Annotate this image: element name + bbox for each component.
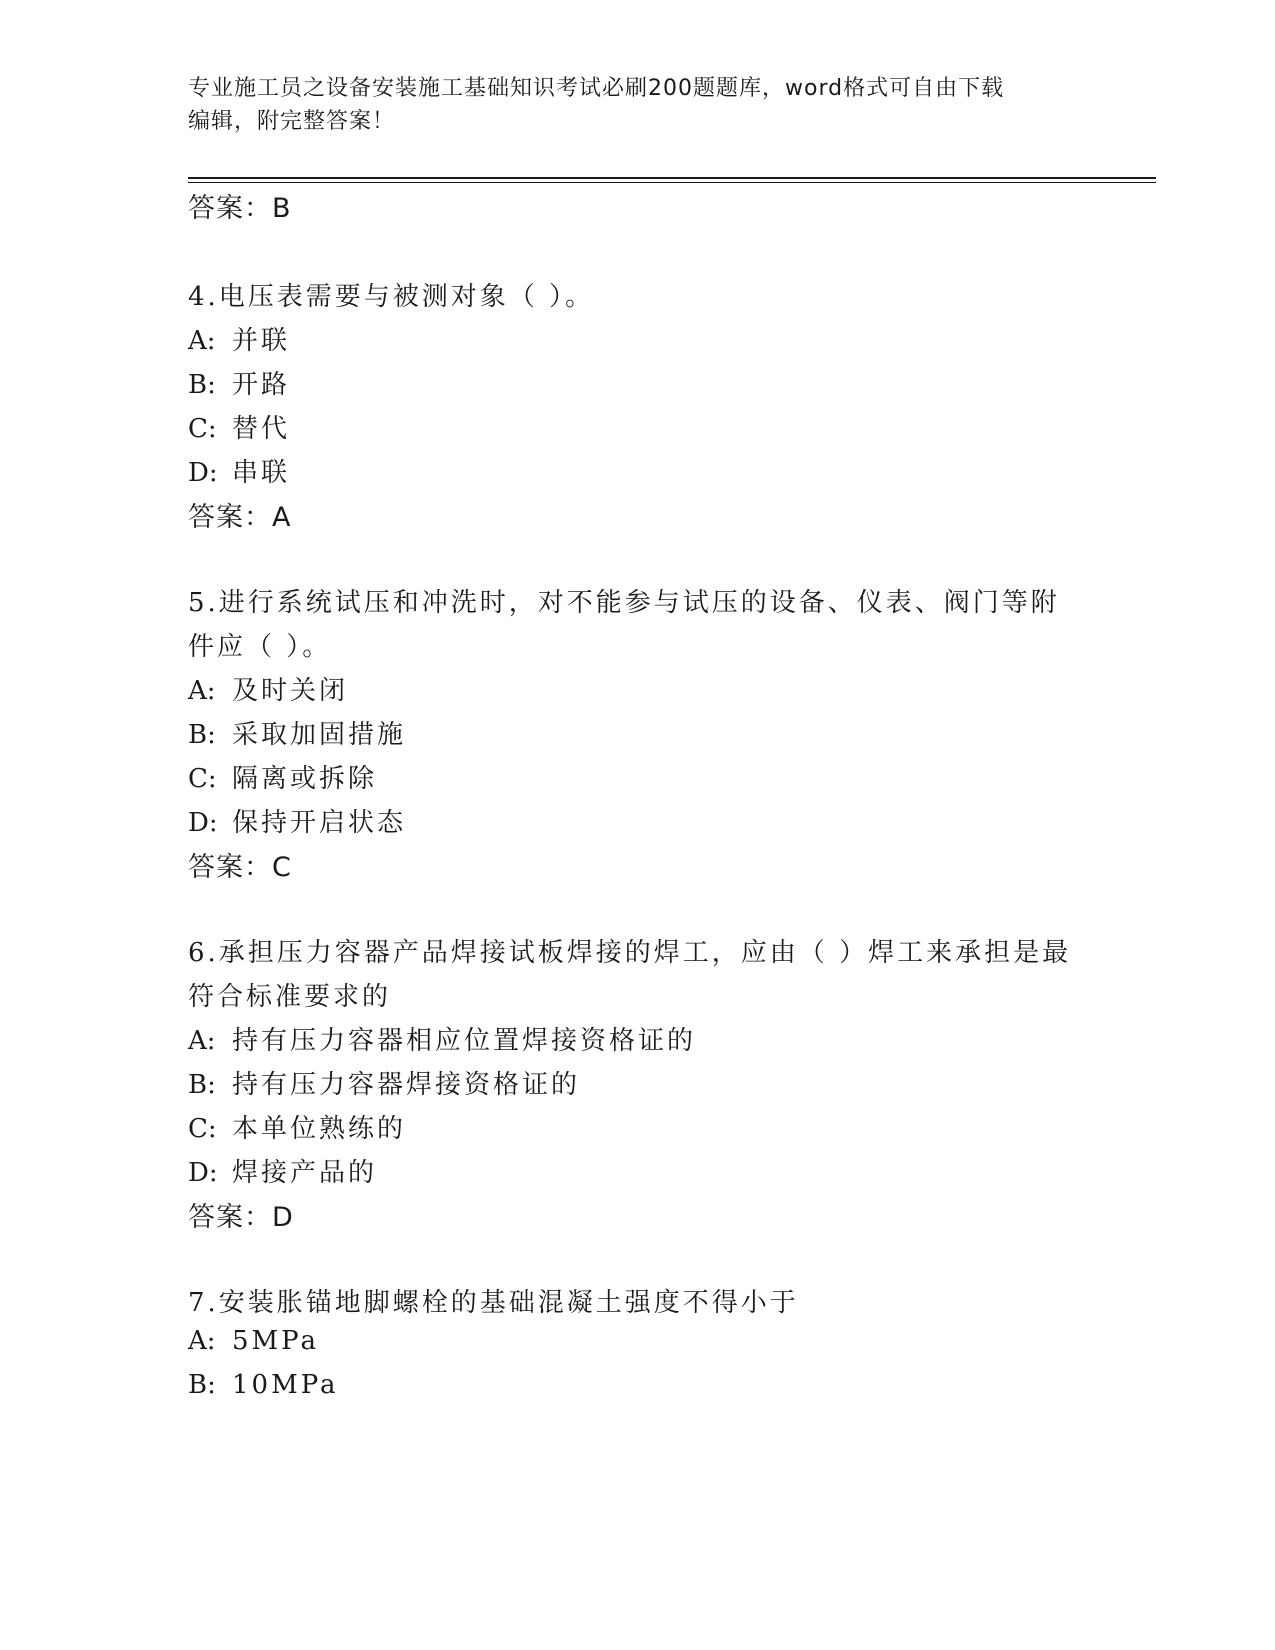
document-header bbox=[188, 72, 1068, 138]
question-5-option-b bbox=[188, 714, 406, 751]
question-5-option-a bbox=[188, 670, 348, 707]
question-7-option-a bbox=[188, 1326, 319, 1356]
question-6-option-a bbox=[188, 1020, 696, 1057]
question-6-option-d bbox=[188, 1152, 377, 1189]
option-letter: C: bbox=[188, 764, 217, 794]
question-6-option-c bbox=[188, 1108, 406, 1145]
question-4-option-c bbox=[188, 408, 290, 445]
option-text: 10MPa bbox=[232, 1370, 339, 1400]
option-text: 本单位熟练的 bbox=[232, 1114, 407, 1144]
question-4-option-d bbox=[188, 452, 290, 489]
option-text: 隔离或拆除 bbox=[232, 764, 378, 794]
option-text: 并联 bbox=[232, 326, 291, 356]
option-text: 持有压力容器焊接资格证的 bbox=[232, 1070, 581, 1100]
answer-q5: 答案：C bbox=[188, 852, 292, 883]
question-7-text: 7.安装胀锚地脚螺栓的基础混凝土强度不得小于 bbox=[188, 1288, 799, 1318]
answer-q6: 答案：D bbox=[188, 1202, 294, 1233]
option-text: 5MPa bbox=[232, 1326, 319, 1356]
option-letter: C: bbox=[188, 414, 217, 444]
question-5-option-d bbox=[188, 802, 406, 839]
option-letter: D: bbox=[188, 1158, 218, 1188]
answer-q4: 答案：A bbox=[188, 502, 292, 533]
option-letter: A: bbox=[188, 1326, 216, 1356]
header-title-line-1: 专业施工员之设备安装施工基础知识考试必刷200题题库，word格式可自由下载 bbox=[188, 76, 1005, 101]
question-7-option-b bbox=[188, 1370, 339, 1400]
option-letter: A: bbox=[188, 1026, 216, 1056]
option-letter: A: bbox=[188, 676, 216, 706]
header-title-line-2: 编辑，附完整答案！ bbox=[188, 109, 396, 134]
option-text: 及时关闭 bbox=[232, 676, 349, 706]
option-letter: B: bbox=[188, 1370, 216, 1400]
option-letter: B: bbox=[188, 370, 216, 400]
option-letter: C: bbox=[188, 1114, 217, 1144]
option-text: 焊接产品的 bbox=[232, 1158, 378, 1188]
option-text: 采取加固措施 bbox=[232, 720, 407, 750]
option-text: 保持开启状态 bbox=[232, 808, 407, 838]
question-6-text-line-1: 6.承担压力容器产品焊接试板焊接的焊工，应由（ ）焊工来承担是最 bbox=[188, 938, 1072, 968]
option-letter: D: bbox=[188, 808, 218, 838]
option-text: 开路 bbox=[232, 370, 291, 400]
option-letter: B: bbox=[188, 720, 216, 750]
question-5-option-c bbox=[188, 758, 377, 795]
question-6-text-line-2: 符合标准要求的 bbox=[188, 982, 392, 1012]
answer-q3: 答案：B bbox=[188, 193, 292, 224]
header-divider-thin bbox=[188, 182, 1156, 183]
header-divider-thick bbox=[188, 177, 1156, 179]
option-letter: B: bbox=[188, 1070, 216, 1100]
question-5-text-line-2: 件应（ ）。 bbox=[188, 632, 332, 662]
question-6-option-b bbox=[188, 1064, 580, 1101]
option-letter: A: bbox=[188, 326, 216, 356]
question-4-text: 4.电压表需要与被测对象（ ）。 bbox=[188, 282, 595, 312]
question-5-text-line-1: 5.进行系统试压和冲洗时，对不能参与试压的设备、仪表、阀门等附 bbox=[188, 588, 1060, 618]
question-4-option-b bbox=[188, 364, 290, 401]
option-text: 串联 bbox=[232, 458, 291, 488]
option-text: 替代 bbox=[232, 414, 291, 444]
question-4-option-a bbox=[188, 320, 290, 357]
option-letter: D: bbox=[188, 458, 218, 488]
option-text: 持有压力容器相应位置焊接资格证的 bbox=[232, 1026, 697, 1056]
